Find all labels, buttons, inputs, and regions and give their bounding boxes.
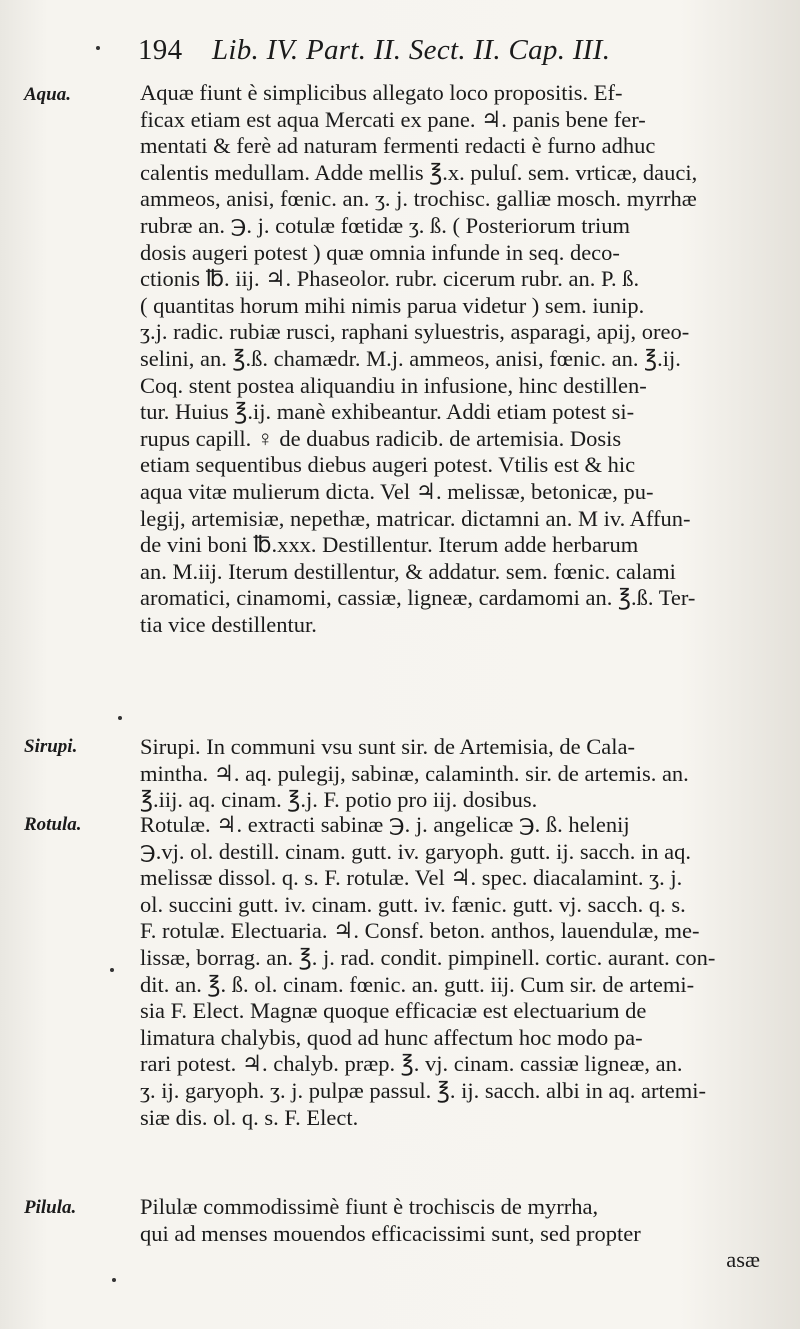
text-line: ʒ.j. radic. rubiæ rusci, raphani syluestris, asparagi, apij, oreo- bbox=[140, 319, 690, 345]
text-line: etiam sequentibus diebus augeri potest. Vtilis est & hic bbox=[140, 452, 636, 478]
text-line: mintha. ♃. aq. pulegij, sabinæ, calaminth. sir. de artemis. an. bbox=[140, 760, 689, 786]
text-line: aromatici, cinamomi, cassiæ, ligneæ, cardamomi an. ℥.ß. Ter- bbox=[140, 585, 696, 611]
text-line: limatura chalybis, quod ad hunc affectum hoc modo pa- bbox=[140, 1024, 643, 1050]
text-line: selini, an. ℥.ß. chamædr. M.j. ammeos, anisi, fœnic. an. ℥.ij. bbox=[140, 345, 681, 371]
paragraph-aqua bbox=[140, 80, 770, 638]
text-line: Pilulæ commodissimè fiunt è trochiscis de myrrha, bbox=[140, 1194, 599, 1219]
running-header bbox=[138, 34, 778, 67]
text-line: ʒ. ij. garyoph. ʒ. j. pulpæ passul. ℥. ij. sacch. albi in aq. artemi- bbox=[140, 1077, 706, 1103]
scan-speck bbox=[110, 968, 114, 972]
text-line: calentis medullam. Adde mellis ℥.x. puluſ. sem. vrticæ, dauci, bbox=[140, 159, 698, 185]
text-line: ( quantitas horum mihi nimis parua videtur ) sem. iunip. bbox=[140, 292, 645, 318]
text-line: siæ dis. ol. q. s. F. Elect. bbox=[140, 1104, 359, 1130]
text-line: dit. an. ℥. ß. ol. cinam. fœnic. an. gutt. iij. Cum sir. de artemi- bbox=[140, 971, 695, 997]
text-line: qui ad menses mouendos efficacissimi sunt, sed propter bbox=[140, 1220, 641, 1246]
text-line: ctionis ℔. iij. ♃. Phaseolor. rubr. cicerum rubr. an. P. ß. bbox=[140, 266, 640, 292]
margin-note-sirupi: Sirupi. bbox=[24, 736, 78, 757]
text-line: rupus capill. ♀ de duabus radicib. de artemisia. Dosis bbox=[140, 425, 622, 451]
text-line: mentati & ferè ad naturam fermenti redacti è furno adhuc bbox=[140, 133, 656, 159]
paragraph-sirupi bbox=[140, 734, 770, 814]
text-line: sia F. Elect. Magnæ quoque efficaciæ est electuarium de bbox=[140, 998, 647, 1024]
text-line: rubræ an. ℈. j. cotulæ fœtidæ ʒ. ß. ( Posteriorum trium bbox=[140, 212, 631, 238]
text-line: ficax etiam est aqua Mercati ex pane. ♃. panis bene fer- bbox=[140, 106, 646, 132]
text-line: ammeos, anisi, fœnic. an. ʒ. j. trochisc. galliæ mosch. myrrhæ bbox=[140, 186, 697, 212]
text-line: Sirupi. In communi vsu sunt sir. de Artemisia, de Cala- bbox=[140, 734, 635, 759]
scan-speck bbox=[118, 716, 122, 720]
scan-speck bbox=[112, 1278, 116, 1282]
text-line: an. M.iij. Iterum destillentur, & addatur. sem. fœnic. calami bbox=[140, 558, 676, 584]
text-line: rari potest. ♃. chalyb. præp. ℥. vj. cinam. cassiæ ligneæ, an. bbox=[140, 1051, 683, 1077]
margin-note-rotula: Rotula. bbox=[24, 814, 82, 835]
text-line: Aquæ fiunt è simplicibus allegato loco propositis. Ef- bbox=[140, 80, 623, 105]
paragraph-rotula bbox=[140, 812, 770, 1131]
text-line: ℈.vj. ol. destill. cinam. gutt. iv. garyoph. gutt. ij. sacch. in aq. bbox=[140, 838, 692, 864]
text-line: de vini boni ℔.xxx. Destillentur. Iterum adde herbarum bbox=[140, 532, 639, 558]
running-title: Lib. IV. Part. II. Sect. II. Cap. III. bbox=[211, 34, 611, 66]
scan-speck bbox=[96, 46, 100, 50]
text-line: legij, artemisiæ, nepethæ, matricar. dictamni an. M iv. Affun- bbox=[140, 505, 691, 531]
text-line: tur. Huius ℥.ij. manè exhibeantur. Addi etiam potest si- bbox=[140, 399, 635, 425]
margin-note-aqua: Aqua. bbox=[24, 84, 71, 105]
text-line: Coq. stent postea aliquandiu in infusione, hinc destillen- bbox=[140, 372, 647, 398]
text-line: dosis augeri potest ) quæ omnia infunde in seq. deco- bbox=[140, 239, 620, 265]
text-line: melissæ dissol. q. s. F. rotulæ. Vel ♃. spec. diacalamint. ʒ. j. bbox=[140, 865, 683, 891]
catchword: asæ bbox=[726, 1247, 760, 1273]
text-line: ℥.iij. aq. cinam. ℥.j. F. potio pro iij. dosibus. bbox=[140, 787, 538, 813]
text-line: aqua vitæ mulierum dicta. Vel ♃. melissæ, betonicæ, pu- bbox=[140, 478, 654, 504]
page-number: 194 bbox=[138, 34, 183, 66]
text-line: Rotulæ. ♃. extracti sabinæ ℈. j. angelicæ ℈. ß. helenij bbox=[140, 812, 630, 837]
text-line: lissæ, borrag. an. ℥. j. rad. condit. pimpinell. cortic. aurant. con- bbox=[140, 944, 716, 970]
paragraph-pilula bbox=[140, 1194, 770, 1274]
text-line: F. rotulæ. Electuaria. ♃. Consf. beton. anthos, lauendulæ, me- bbox=[140, 918, 700, 944]
margin-note-pilula: Pilula. bbox=[24, 1197, 77, 1218]
text-line: ol. succini gutt. iv. cinam. gutt. iv. fænic. gutt. vj. sacch. q. s. bbox=[140, 891, 686, 917]
text-line: tia vice destillentur. bbox=[140, 611, 317, 637]
